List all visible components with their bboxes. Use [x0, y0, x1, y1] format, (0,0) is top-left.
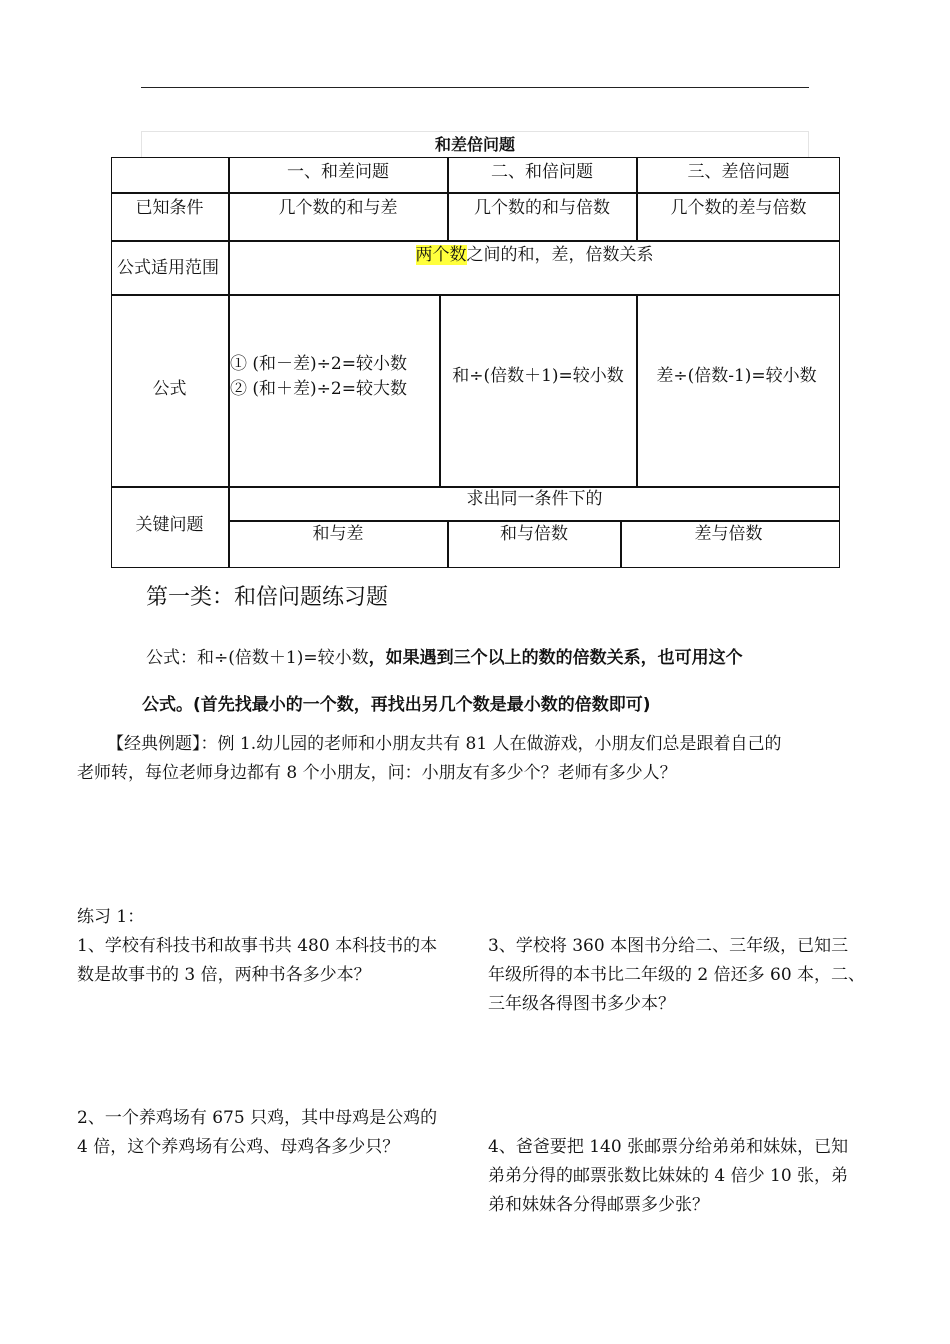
question-line: 3、学校将 360 本图书分给二、三年级，已知三 [488, 936, 849, 956]
example-line: 老师转，每位老师身边都有 8 个小朋友，问：小朋友有多少个？老师有多少人？ [77, 763, 677, 783]
question-4 [488, 1133, 888, 1220]
known-cell-2: 几个数的和与倍数 [474, 198, 610, 218]
key-span: 求出同一条件下的 [466, 489, 603, 509]
key-cell-1: 和与差 [312, 524, 364, 544]
scope-text: 之间的和，差，倍数关系 [466, 245, 654, 265]
col-divider [439, 294, 441, 487]
col-divider [636, 294, 638, 487]
header-rule [141, 87, 809, 88]
question-3 [488, 932, 888, 1019]
formula-note-cont: 公式。(首先找最小的一个数，再找出另几个数是最小数的倍数即可) [142, 695, 651, 715]
formula-cell-1 [230, 352, 439, 402]
formula-sum-diff-small: ① (和－差)÷2=较小数 [230, 354, 407, 374]
row-label-scope: 公式适用范围 [117, 258, 219, 278]
row-divider [111, 294, 840, 296]
question-2 [77, 1104, 477, 1162]
row-label-formula: 公式 [152, 379, 187, 399]
known-cell-1: 几个数的和与差 [278, 198, 398, 218]
formula-prefix: 公式：和÷(倍数＋1)=较小数 [146, 648, 369, 668]
example-problem [77, 730, 877, 788]
formula-cell-3: 差÷(倍数-1)=较小数 [656, 366, 817, 386]
example-line: 【经典例题】：例 1.幼儿园的老师和小朋友共有 81 人在做游戏，小朋友们总是跟着自己的 [107, 734, 782, 754]
key-cell-3: 差与倍数 [694, 524, 763, 544]
question-line: 年级所得的本书比二年级的 2 倍还多 60 本，二、 [488, 965, 866, 985]
question-line: 1、学校有科技书和故事书共 480 本科技书的本 [77, 936, 438, 956]
question-line: 4、爸爸要把 140 张邮票分给弟弟和妹妹，已知 [488, 1137, 849, 1157]
question-line: 弟弟分得的邮票张数比妹妹的 4 倍少 10 张，弟 [488, 1166, 849, 1186]
question-line: 2、一个养鸡场有 675 只鸡，其中母鸡是公鸡的 [77, 1108, 438, 1128]
formula-sum-diff-large: ② (和＋差)÷2=较大数 [230, 379, 407, 399]
section-title: 第一类：和倍问题练习题 [146, 585, 389, 610]
table-title: 和差倍问题 [141, 131, 809, 157]
question-1 [77, 932, 477, 990]
formula-note-text: ，如果遇到三个以上的数的倍数关系，也可用这个 [368, 648, 743, 668]
header-col-3: 三、差倍问题 [687, 162, 790, 182]
scope-highlight: 两个数 [415, 245, 467, 265]
row-label-key: 关键问题 [135, 515, 204, 535]
formula-cell-2: 和÷(倍数＋1)=较小数 [452, 366, 624, 386]
practice-label: 练习 1： [77, 907, 145, 927]
header-col-2: 二、和倍问题 [491, 162, 593, 182]
key-cell-2: 和与倍数 [500, 524, 568, 544]
question-line: 弟和妹妹各分得邮票多少张？ [488, 1195, 709, 1215]
known-cell-3: 几个数的差与倍数 [670, 198, 807, 218]
question-line: 三年级各得图书多少本？ [488, 994, 675, 1014]
formula-note [146, 643, 743, 668]
question-line: 数是故事书的 3 倍，两种书各多少本？ [77, 965, 371, 985]
scope-cell [229, 241, 840, 294]
question-line: 4 倍，这个养鸡场有公鸡、母鸡各多少只？ [77, 1137, 400, 1157]
header-col-1: 一、和差问题 [287, 162, 389, 182]
row-label-known: 已知条件 [135, 198, 204, 218]
